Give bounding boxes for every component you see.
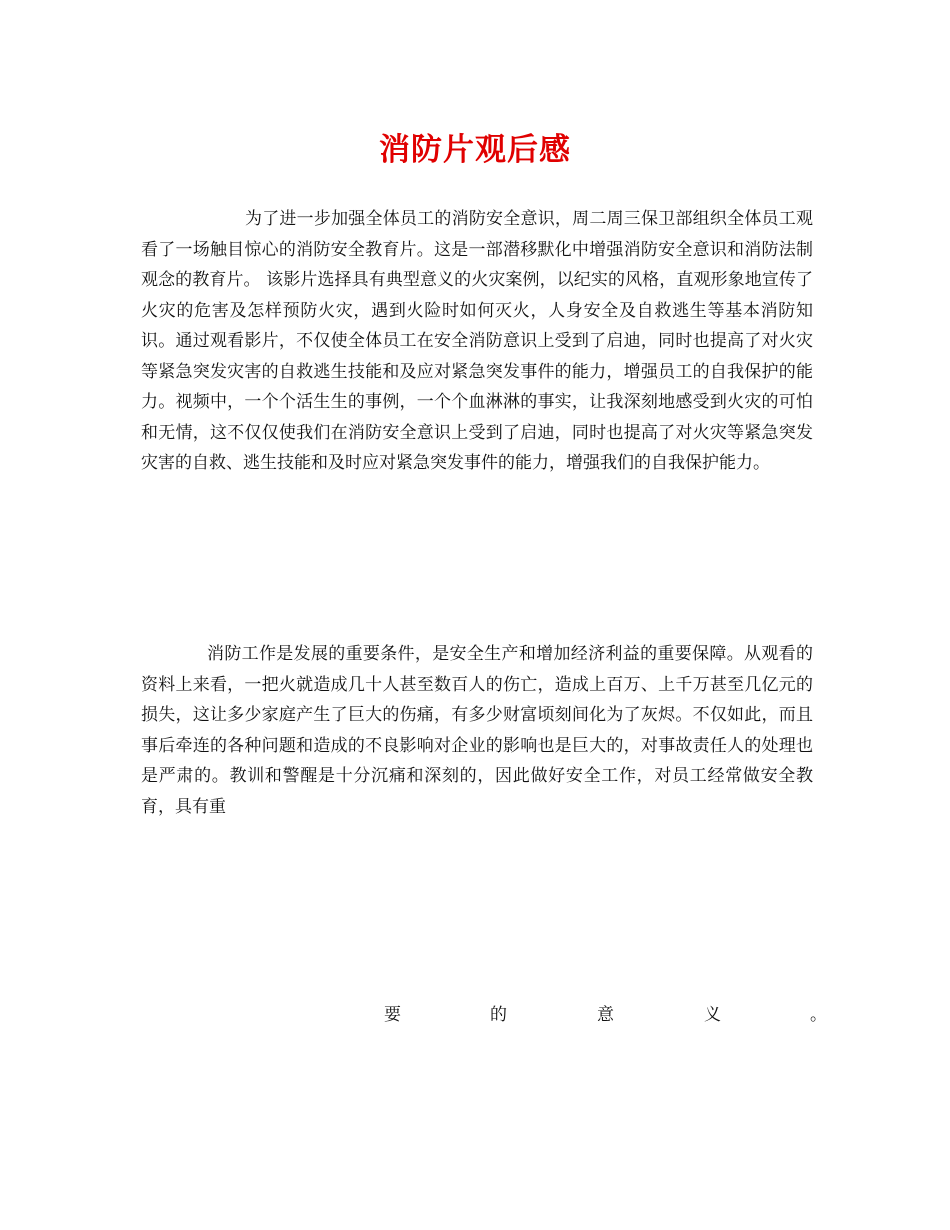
tail-char: 的 [490, 1005, 507, 1025]
paragraph-2-continuation [384, 1000, 827, 1030]
paragraph-1: 为了进一步加强全体员工的消防安全意识，周二周三保卫部组织全体员工观看了一场触目惊心的消防安全教育片。这是一部潜移默化中增强消防安全意识和消防法制观念的教育片。 该影片选择具有典型意义的火灾案例，以纪实的风格，直观形象地宣传了火灾的危害及怎样预防火灾，遇到火险时如何灭火，人身安全及自救逃生等基本消防知识。通过观看影片，不仅使全体员工在安全消防意识上受到了启迪，同时也提高了对火灾等紧急突发灾害的自救逃生技能和及应对紧急突发事件的能力，增强员工的自我保护的能力。视频中，一个个活生生的事例，一个个血淋淋的事实，让我深刻地感受到火灾的可怕和无情，这不仅仅使我们在消防安全意识上受到了启迪，同时也提高了对火灾等紧急突发灾害的自救、逃生技能和及时应对紧急突发事件的能力，增强我们的自我保护能力。 [141, 209, 813, 473]
tail-char: 。 [810, 1005, 827, 1025]
paragraph-2: 消防工作是发展的重要条件，是安全生产和增加经济利益的重要保障。从观看的资料上来看，一把火就造成几十人甚至数百人的伤亡，造成上百万、上千万甚至几亿元的损失，这让多少家庭产生了巨大的伤痛，有多少财富顷刻间化为了灰烬。不仅如此，而且事后牵连的各种问题和造成的不良影响对企业的影响也是巨大的，对事故责任人的处理也是严肃的。教训和警醒是十分沉痛和深刻的，因此做好安全工作，对员工经常做安全教育，具有重 [141, 644, 813, 817]
document-title: 消防片观后感 [379, 132, 571, 168]
tail-char: 意 [597, 1005, 614, 1025]
tail-char: 义 [704, 1005, 721, 1025]
tail-char: 要 [384, 1005, 401, 1025]
